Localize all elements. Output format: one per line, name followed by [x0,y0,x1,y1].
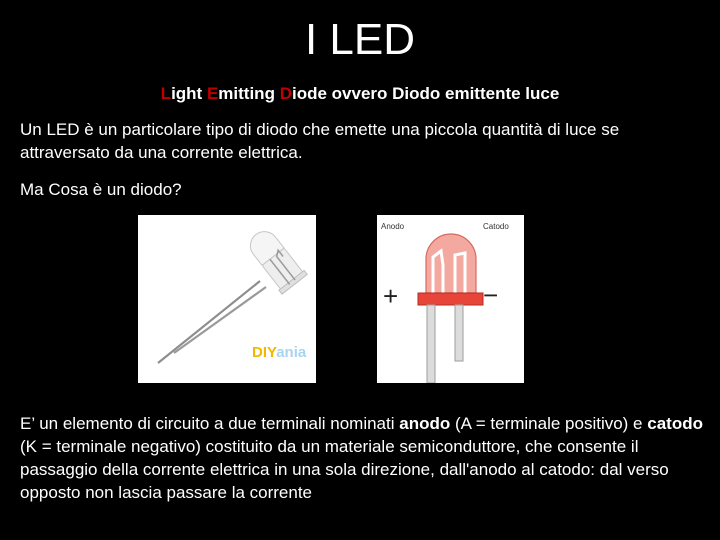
anode-label: Anodo [381,222,405,231]
led-diagram [377,215,524,383]
subtitle-word-diode: iode [291,84,327,103]
anodo-term: anodo [399,414,451,433]
explanation-text-1: E’ un elemento di circuito a due terminali nominati [20,414,400,433]
led-definition: Un LED è un particolare tipo di diodo che emette una piccola quantità di luce se attraversato da una corrente elettrica. [20,120,620,162]
led-photo [138,215,316,383]
subtitle-initial-d: D [279,84,292,103]
led-bulb [243,225,307,294]
catodo-term: catodo [647,414,703,433]
explanation-text-2: (A = terminale positivo) e [450,414,648,433]
subtitle-word-light: ight [171,84,207,103]
subtitle-initial-l: L [160,84,172,103]
anode-leg [427,305,435,383]
subtitle-word-emitting: mitting [218,84,280,103]
slide-title: I LED [304,15,416,64]
cathode-label: Catodo [483,222,509,231]
diode-question: Ma Cosa è un diodo? [20,180,182,199]
led-flange [418,293,483,305]
subtitle-initial-e: E [206,84,219,103]
led-leg-long [158,281,260,363]
minus-sign: − [483,280,499,310]
subtitle-tail: ovvero Diodo emittente luce [326,84,560,103]
diode-explanation [20,412,710,504]
slide-subtitle [0,84,720,104]
plus-sign: + [383,281,399,311]
cathode-leg [455,305,463,361]
explanation-text-3: (K = terminale negativo) costituito da un materiale semiconduttore, che consente il passaggio della corrente elettrica in una sola direzione, dall'anodo al catodo: dal verso opposto non lascia passare la corrente [20,437,669,502]
photo-watermark: DIYania [252,344,307,361]
